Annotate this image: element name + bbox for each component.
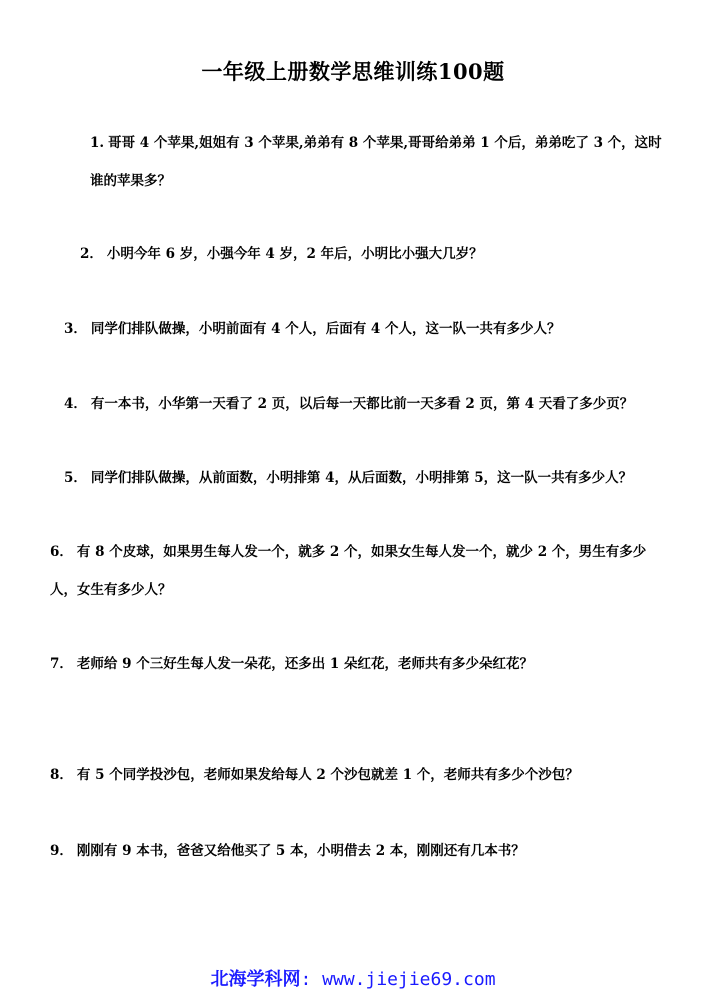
question-text: 有 5 个同学投沙包，老师如果发给每人 2 个沙包就差 1 个，老师共有多少个沙包？	[76, 767, 579, 783]
question-text: 有 8 个皮球，如果男生每人发一个，就多 2 个，如果女生每人发一个，就少 2 个，男生有多少	[76, 544, 647, 560]
footer-site-name: 北海学科网	[210, 969, 301, 990]
question-7	[50, 658, 533, 672]
footer-url-link[interactable]: www.jiejie69.com	[322, 969, 496, 990]
question-8	[50, 769, 579, 783]
question-text: 有一本书，小华第一天看了 2 页，以后每一天都比前一天多看 2 页，第 4 天看了多少页？	[90, 396, 634, 412]
question-number: 8．	[50, 767, 73, 783]
question-number: 5．	[64, 470, 87, 486]
question-number: 1.	[90, 135, 105, 151]
question-text: 小明今年 6 岁，小强今年 4 岁，2 年后，小明比小强大几岁？	[106, 246, 483, 262]
question-6	[50, 546, 646, 560]
question-4	[64, 398, 633, 412]
footer-watermark	[0, 965, 706, 991]
question-text: 谁的苹果多？	[90, 173, 171, 189]
question-text: 人，女生有多少人？	[50, 582, 172, 598]
question-9	[50, 845, 525, 859]
footer-separator: :	[300, 969, 312, 990]
question-number: 4．	[64, 396, 87, 412]
question-text: 刚刚有 9 本书，爸爸又给他买了 5 本，小明借去 2 本，刚刚还有几本书？	[76, 843, 525, 859]
question-2	[80, 248, 483, 262]
question-text: 同学们排队做操，小明前面有 4 个人，后面有 4 个人，这一队一共有多少人？	[90, 321, 561, 337]
question-number: 2．	[80, 246, 103, 262]
question-5	[64, 472, 632, 486]
question-number: 3．	[64, 321, 87, 337]
page-title: 一年级上册数学思维训练100题	[201, 59, 505, 84]
question-number: 6．	[50, 544, 73, 560]
question-text: 同学们排队做操，从前面数，小明排第 4，从后面数，小明排第 5，这一队一共有多少人？	[90, 470, 633, 486]
question-text: 老师给 9 个三好生每人发一朵花，还多出 1 朵红花，老师共有多少朵红花？	[76, 656, 533, 672]
question-text: 哥哥 4 个苹果,姐姐有 3 个苹果,弟弟有 8 个苹果,哥哥给弟弟 1 个后，弟弟吃了 3 个，这时	[108, 135, 662, 151]
question-6-continued	[50, 584, 172, 598]
question-number: 9．	[50, 843, 73, 859]
question-1-continued	[90, 175, 171, 189]
question-1	[90, 137, 662, 151]
question-number: 7．	[50, 656, 73, 672]
question-3	[64, 323, 561, 337]
